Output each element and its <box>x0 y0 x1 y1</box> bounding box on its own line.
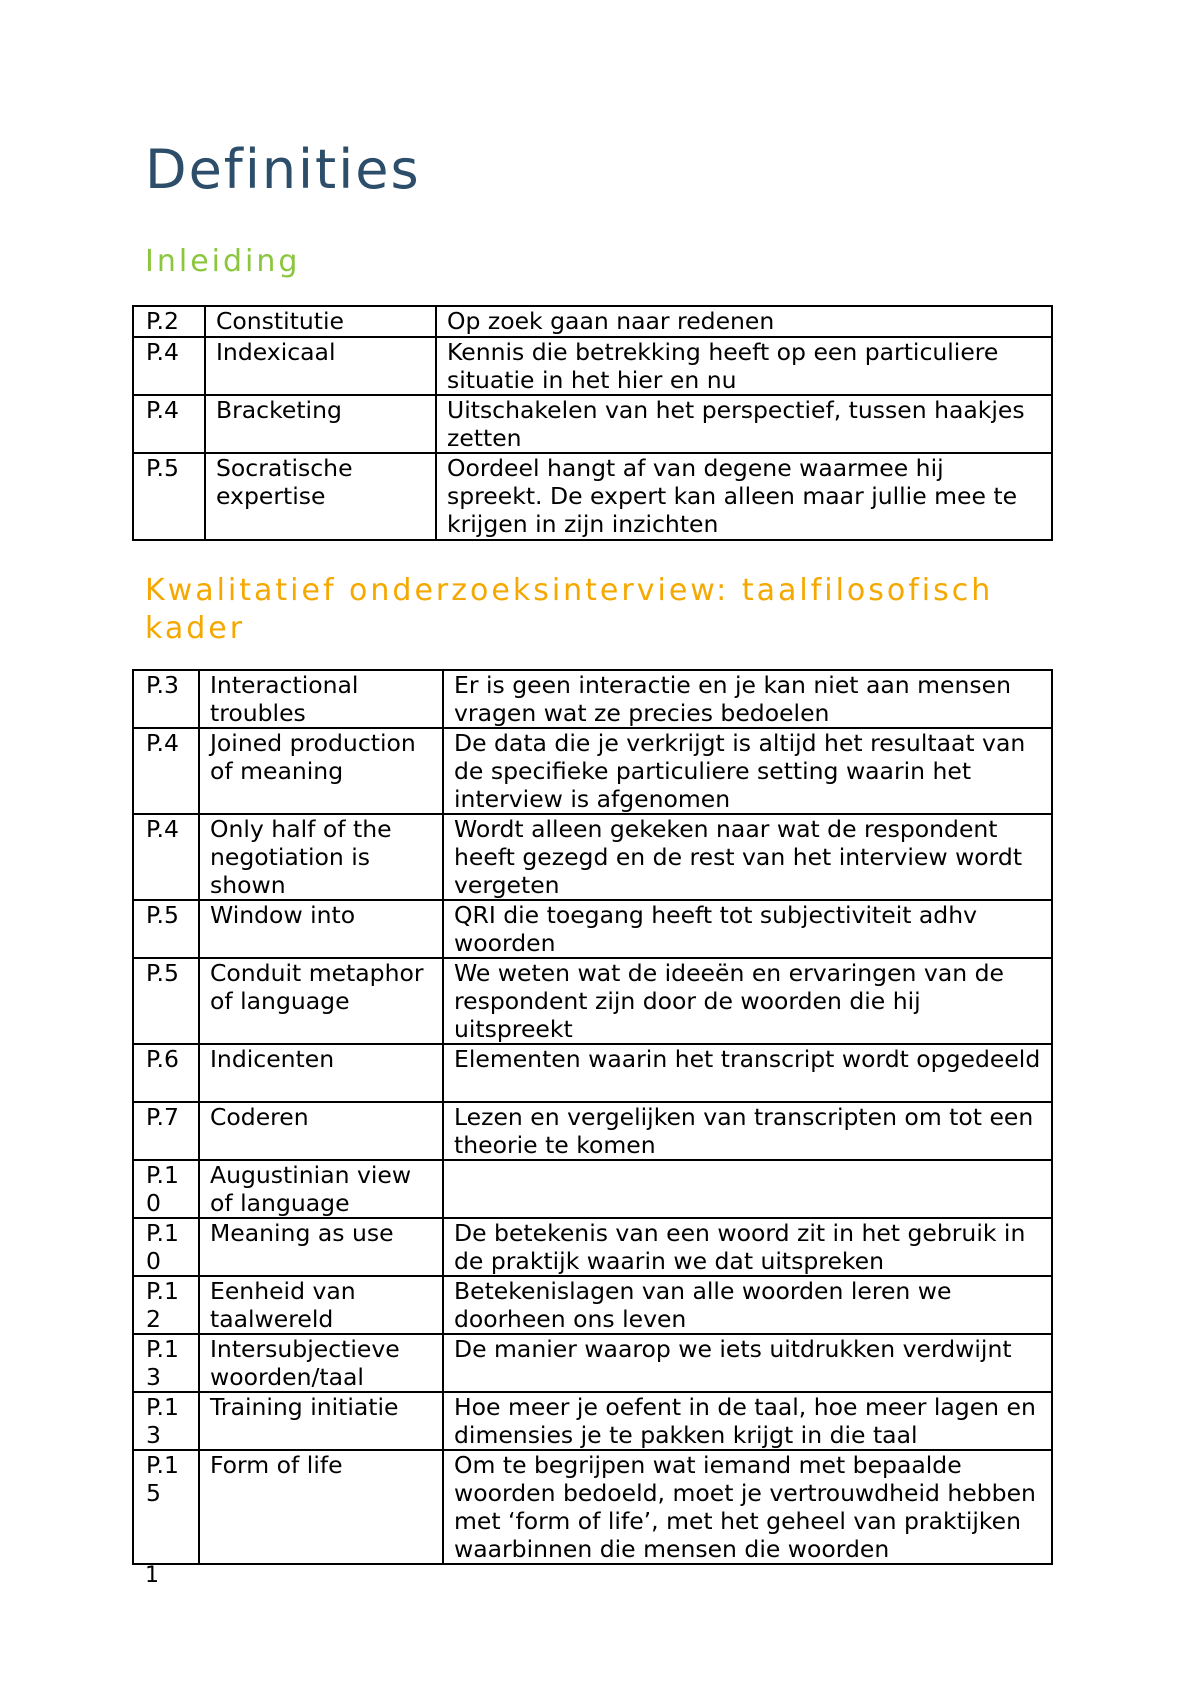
term: Coderen <box>199 1102 443 1160</box>
term: Eenheid van taalwereld <box>199 1276 443 1334</box>
page-ref: P.12 <box>133 1276 199 1334</box>
table-row <box>133 1392 1052 1450</box>
table-row <box>133 1450 1052 1564</box>
page-title: Definities <box>145 138 421 201</box>
definition: Lezen en vergelijken van transcripten om tot een theorie te komen <box>443 1102 1052 1160</box>
term: Window into <box>199 900 443 958</box>
term: Form of life <box>199 1450 443 1564</box>
definition: Elementen waarin het transcript wordt opgedeeld <box>443 1044 1052 1102</box>
definition: Kennis die betrekking heeft op een particuliere situatie in het hier en nu <box>436 337 1052 395</box>
term: Meaning as use <box>199 1218 443 1276</box>
definition: De data die je verkrijgt is altijd het resultaat van de specifieke particuliere setting waarin het interview is afgenomen <box>443 728 1052 814</box>
table-row <box>133 670 1052 728</box>
table-row <box>133 306 1052 337</box>
table-row <box>133 958 1052 1044</box>
page-ref: P.4 <box>133 728 199 814</box>
term: Bracketing <box>205 395 436 453</box>
table-row <box>133 337 1052 395</box>
page-ref: P.13 <box>133 1334 199 1392</box>
page-ref: P.6 <box>133 1044 199 1102</box>
definition: Er is geen interactie en je kan niet aan mensen vragen wat ze precies bedoelen <box>443 670 1052 728</box>
page-ref: P.7 <box>133 1102 199 1160</box>
term: Socratische expertise <box>205 453 436 540</box>
page-ref: P.4 <box>133 814 199 900</box>
table-row <box>133 395 1052 453</box>
definition: De betekenis van een woord zit in het gebruik in de praktijk waarin we dat uitspreken <box>443 1218 1052 1276</box>
page-ref: P.4 <box>133 337 205 395</box>
page-ref: P.2 <box>133 306 205 337</box>
page-ref: P.5 <box>133 900 199 958</box>
section-heading-inleiding: Inleiding <box>145 244 301 279</box>
definition: Hoe meer je oefent in de taal, hoe meer lagen en dimensies je te pakken krijgt in die taal <box>443 1392 1052 1450</box>
term: Only half of the negotiation is shown <box>199 814 443 900</box>
definition: Om te begrijpen wat iemand met bepaalde woorden bedoeld, moet je vertrouwdheid hebben met ‘form of life’, met het geheel van praktijken waarbinnen die mensen die woorden <box>443 1450 1052 1564</box>
table-row <box>133 1334 1052 1392</box>
table-row <box>133 814 1052 900</box>
definitions-table-kwalitatief <box>132 669 1053 1565</box>
table-row <box>133 1276 1052 1334</box>
table-row <box>133 453 1052 540</box>
page-ref: P.10 <box>133 1160 199 1218</box>
term: Interactional troubles <box>199 670 443 728</box>
term: Training initiatie <box>199 1392 443 1450</box>
term: Augustinian view of language <box>199 1160 443 1218</box>
table-row <box>133 728 1052 814</box>
page-ref: P.4 <box>133 395 205 453</box>
term: Indicenten <box>199 1044 443 1102</box>
page-ref: P.5 <box>133 453 205 540</box>
page-number: 1 <box>145 1563 159 1588</box>
definition: Betekenislagen van alle woorden leren we doorheen ons leven <box>443 1276 1052 1334</box>
definition: QRI die toegang heeft tot subjectiviteit adhv woorden <box>443 900 1052 958</box>
table-row <box>133 1160 1052 1218</box>
page-ref: P.13 <box>133 1392 199 1450</box>
term: Joined production of meaning <box>199 728 443 814</box>
definition: Oordeel hangt af van degene waarmee hij spreekt. De expert kan alleen maar jullie mee te krijgen in zijn inzichten <box>436 453 1052 540</box>
page-ref: P.15 <box>133 1450 199 1564</box>
table-row <box>133 900 1052 958</box>
page-ref: P.5 <box>133 958 199 1044</box>
definition: We weten wat de ideeën en ervaringen van de respondent zijn door de woorden die hij uitspreekt <box>443 958 1052 1044</box>
table-row <box>133 1218 1052 1276</box>
table-row <box>133 1102 1052 1160</box>
term: Intersubjectieve woorden/taal <box>199 1334 443 1392</box>
definition: Wordt alleen gekeken naar wat de respondent heeft gezegd en de rest van het interview wordt vergeten <box>443 814 1052 900</box>
definition: Uitschakelen van het perspectief, tussen haakjes zetten <box>436 395 1052 453</box>
term: Constitutie <box>205 306 436 337</box>
term: Conduit metaphor of language <box>199 958 443 1044</box>
definition: De manier waarop we iets uitdrukken verdwijnt <box>443 1334 1052 1392</box>
page-ref: P.10 <box>133 1218 199 1276</box>
term: Indexicaal <box>205 337 436 395</box>
definitions-table-inleiding <box>132 305 1053 541</box>
definition <box>443 1160 1052 1218</box>
page-ref: P.3 <box>133 670 199 728</box>
table-row <box>133 1044 1052 1102</box>
section-heading-kwalitatief: Kwalitatief onderzoeksinterview: taalfilosofisch kader <box>145 573 994 646</box>
definition: Op zoek gaan naar redenen <box>436 306 1052 337</box>
